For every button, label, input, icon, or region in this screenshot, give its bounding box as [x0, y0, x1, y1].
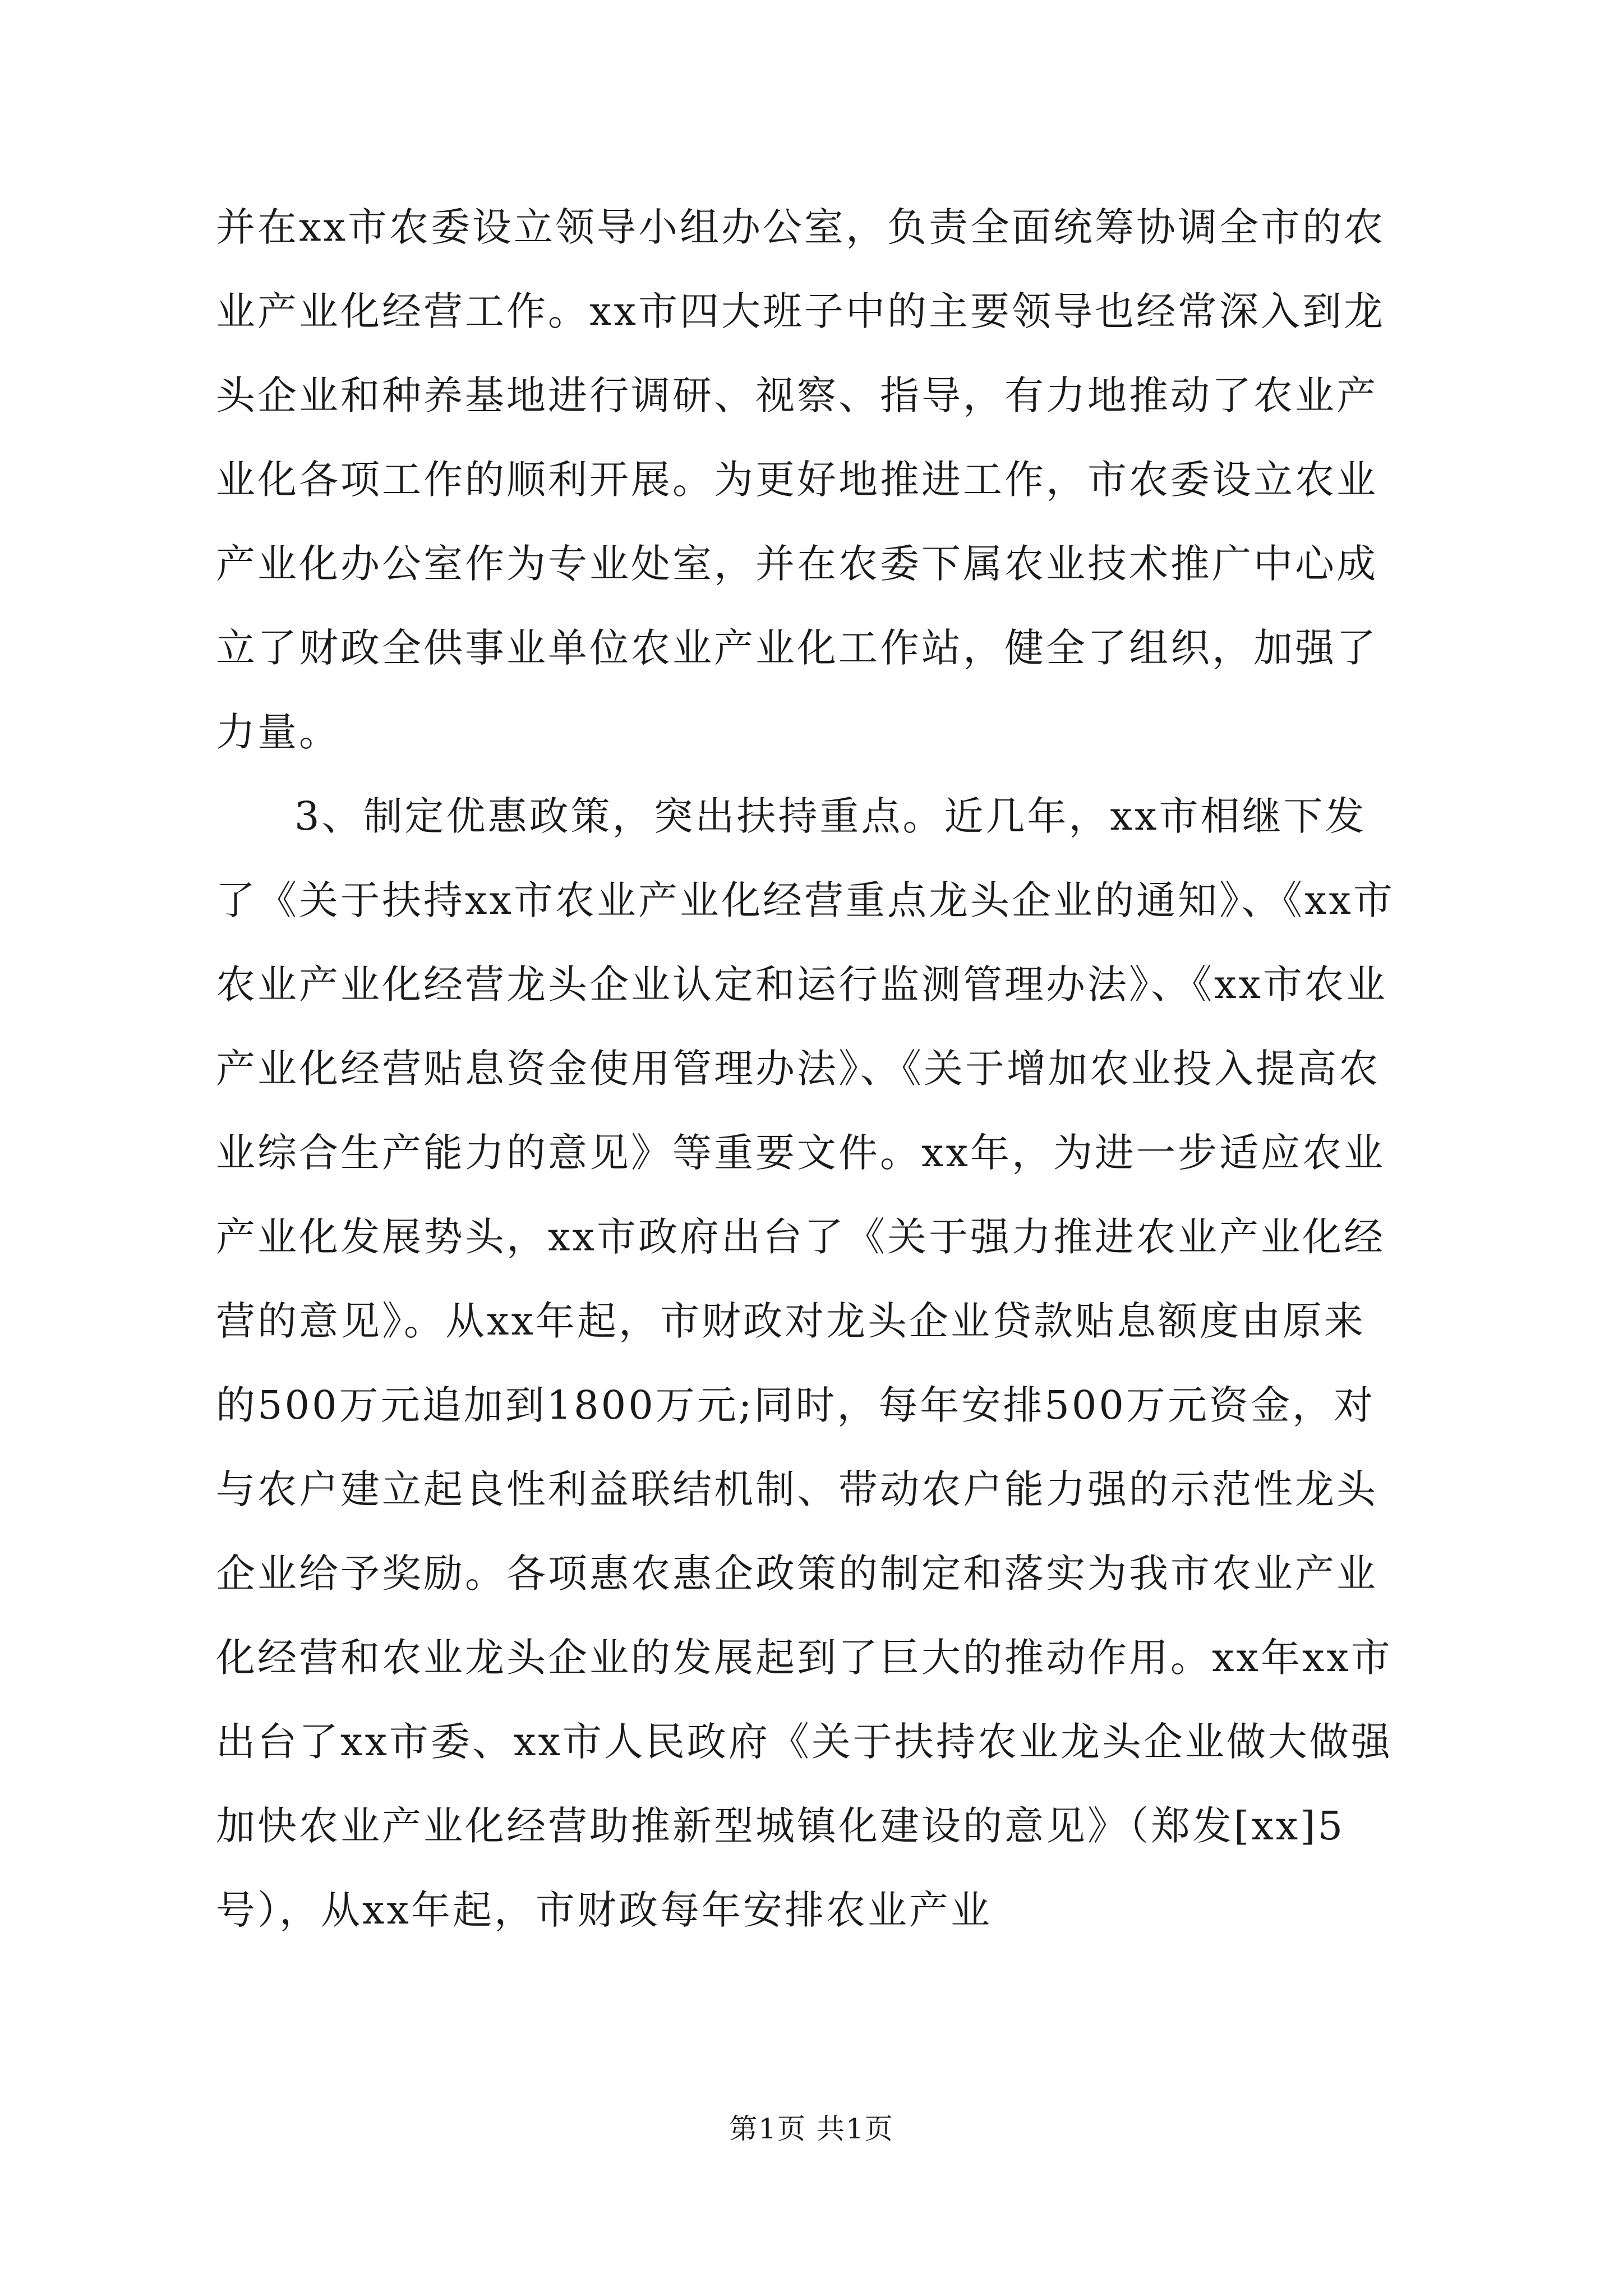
page-footer: 第1页 共1页	[729, 2113, 894, 2145]
paragraph-2: 3、制定优惠政策，突出扶持重点。近几年，xx市相继下发了《关于扶持xx市农业产业化经营重点龙头企业的通知》、《xx市农业产业化经营龙头企业认定和运行监测管理办法》、《xx市农业产业化经营贴息资金使用管理办法》、《关于增加农业投入提高农业综合生产能力的意见》等重要文件。xx年，为进一步适应农业产业化发展势头，xx市政府出台了《关于强力推进农业产业化经营的意见》。从xx年起，市财政对龙头企业贷款贴息额度由原来的500万元追加到1800万元;同时，每年安排500万元资金，对与农户建立起良性利益联结机制、带动农户能力强的示范性龙头企业给予奖励。各项惠农惠企政策的制定和落实为我市农业产业化经营和农业龙头企业的发展起到了巨大的推动作用。xx年xx市出台了xx市委、xx市人民政府《关于扶持农业龙头企业做大做强加快农业产业化经营助推新型城镇化建设的意见》（郑发[xx]5号），从xx年起，市财政每年安排农业产业	[216, 793, 1395, 1933]
paragraph-1: 并在xx市农委设立领导小组办公室，负责全面统筹协调全市的农业产业化经营工作。xx市四大班子中的主要领导也经常深入到龙头企业和种养基地进行调研、视察、指导，有力地推动了农业产业化各项工作的顺利开展。为更好地推进工作，市农委设立农业产业化办公室作为专业处室，并在农委下属农业技术推广中心成立了财政全供事业单位农业产业化工作站，健全了组织，加强了力量。	[216, 204, 1385, 755]
document-body	[216, 185, 1405, 1952]
